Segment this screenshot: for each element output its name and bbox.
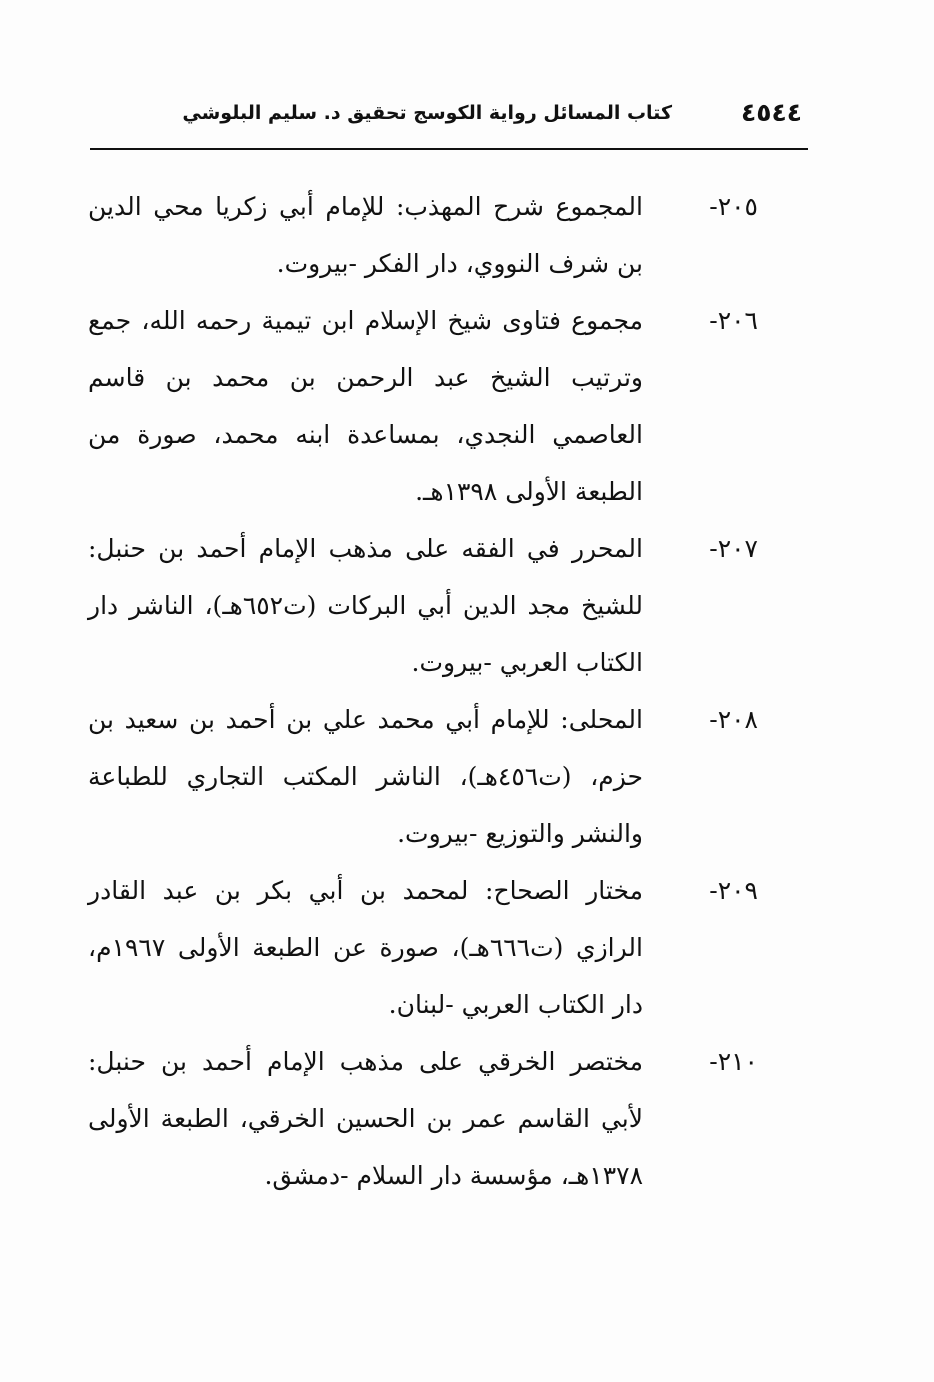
entry-text: المحلى: للإمام أبي محمد علي بن أحمد بن سعيد بن حزم، (ت٤٥٦هـ)، الناشر المكتب التجاري للطباعة والنشر والتوزيع -بيروت. [88, 705, 644, 848]
entry-number: ٢١٠- [709, 1047, 758, 1076]
entry-number: ٢٠٨- [709, 705, 758, 734]
entry-text: مجموع فتاوى شيخ الإسلام ابن تيمية رحمه الله، جمع وترتيب الشيخ عبد الرحمن بن محمد بن قاسم العاصمي النجدي، بمساعدة ابنه محمد، صورة من الطبعة الأولى ١٣٩٨هـ. [88, 306, 643, 506]
entry-number: ٢٠٥- [709, 192, 758, 221]
bibliography-entry-209 [88, 862, 758, 1033]
entry-number: ٢٠٩- [709, 876, 758, 905]
bibliography-entry-210 [88, 1033, 758, 1204]
page-header [90, 96, 810, 144]
page-number: ٤٥٤٤ [740, 98, 802, 127]
bibliography-entry-208 [88, 691, 758, 862]
entry-text: مختار الصحاح: لمحمد بن أبي بكر بن عبد القادر الرازي (ت٦٦٦هـ)، صورة عن الطبعة الأولى ١٩٦٧م، دار الكتاب العربي -لبنان. [88, 876, 643, 1019]
running-title: كتاب المسائل رواية الكوسج تحقيق د. سليم البلوشي [182, 102, 672, 124]
entry-number: ٢٠٧- [709, 534, 758, 563]
bibliography-entry-207 [88, 520, 758, 691]
entry-text: المحرر في الفقه على مذهب الإمام أحمد بن حنبل: للشيخ مجد الدين أبي البركات (ت٦٥٢هـ)، الناشر دار الكتاب العربي -بيروت. [88, 534, 644, 677]
bibliography-entry-206 [88, 292, 758, 520]
bibliography-entry-205 [88, 178, 758, 292]
entry-number: ٢٠٦- [709, 306, 758, 335]
entry-text: مختصر الخرقي على مذهب الإمام أحمد بن حنبل: لأبي القاسم عمر بن الحسين الخرقي، الطبعة الأولى ١٣٧٨هـ، مؤسسة دار السلام -دمشق. [88, 1047, 643, 1190]
header-divider [90, 148, 808, 150]
entry-text: المجموع شرح المهذب: للإمام أبي زكريا محي الدين بن شرف النووي، دار الفكر -بيروت. [88, 192, 643, 278]
bibliography-list [88, 178, 758, 1204]
